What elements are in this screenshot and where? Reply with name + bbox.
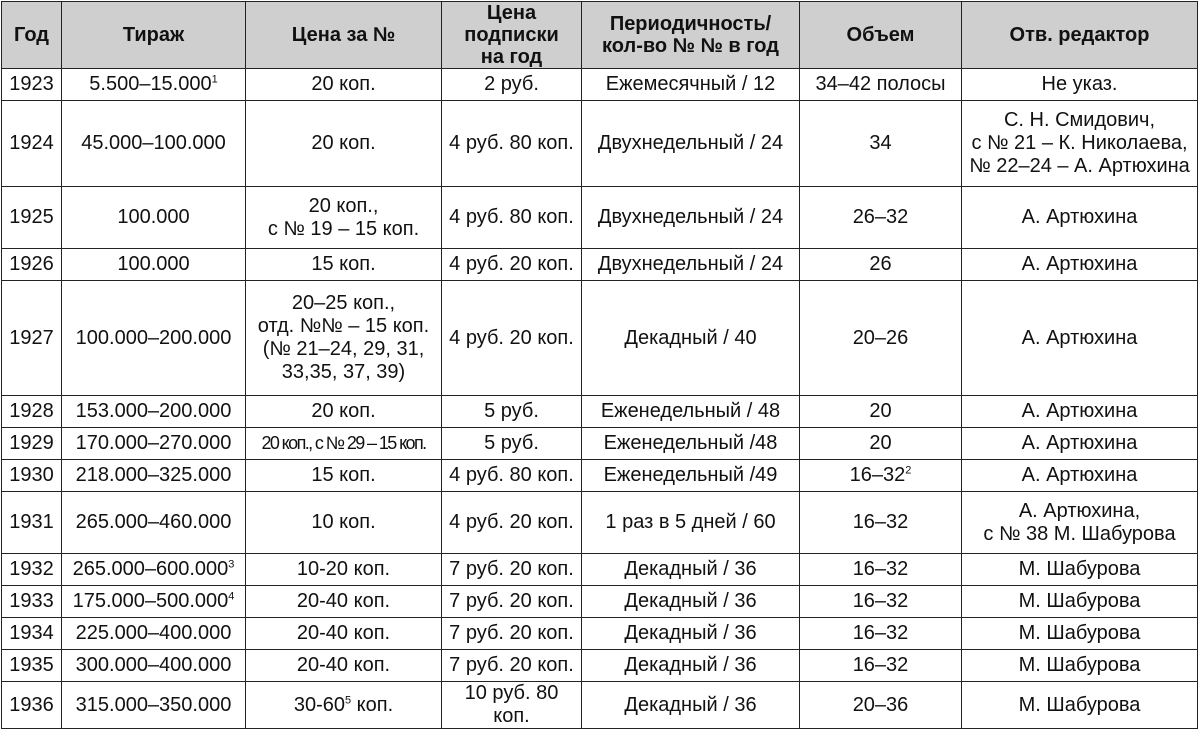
year-cell xyxy=(2,249,62,281)
year-cell xyxy=(2,492,62,554)
subscription-cell xyxy=(442,586,582,618)
subscription-cell-text: 7 руб. 20 коп. xyxy=(449,654,574,676)
periodicity-cell-text: Еженедельный /49 xyxy=(603,464,778,486)
circulation-cell-text: 315.000–350.000 xyxy=(75,693,232,716)
price-cell-text: 20 коп. xyxy=(311,400,376,422)
volume-cell xyxy=(800,682,962,729)
table-body xyxy=(2,69,1198,729)
circulation-cell-text: 170.000–270.000 xyxy=(75,432,232,454)
column-header-subscription: Цена подписки на год xyxy=(442,2,582,69)
table-row xyxy=(2,650,1198,682)
subscription-cell xyxy=(442,618,582,650)
volume-cell xyxy=(800,618,962,650)
subscription-cell xyxy=(442,492,582,554)
editor-cell-text: А. Артюхина xyxy=(1021,326,1138,349)
editor-cell xyxy=(962,249,1198,281)
volume-cell xyxy=(800,396,962,428)
editor-cell xyxy=(962,428,1198,460)
volume-cell xyxy=(800,492,962,554)
volume-cell xyxy=(800,187,962,249)
price-cell xyxy=(246,682,442,729)
footnote-marker: 1 xyxy=(211,73,218,86)
journal-stats-table xyxy=(1,1,1198,729)
editor-cell-text: М. Шабурова xyxy=(1018,654,1141,676)
circulation-cell-text: 100.000 xyxy=(117,206,190,228)
year-cell xyxy=(2,554,62,586)
editor-cell-text: М. Шабурова xyxy=(1018,590,1141,612)
column-header-editor: Отв. редактор xyxy=(962,2,1198,69)
circulation-cell-text: 265.000–460.000 xyxy=(75,511,232,533)
periodicity-cell xyxy=(582,281,800,396)
volume-cell-text: 20 xyxy=(869,400,892,422)
subscription-cell-text: 4 руб. 20 коп. xyxy=(449,326,574,349)
periodicity-cell xyxy=(582,650,800,682)
periodicity-cell-text: Ежемесячный / 12 xyxy=(605,73,776,95)
circulation-cell xyxy=(62,249,246,281)
subscription-cell-text: 2 руб. xyxy=(484,73,539,95)
editor-cell-text: А. Артюхина xyxy=(1021,253,1138,275)
circulation-cell-text: 45.000–100.000 xyxy=(81,132,226,154)
circulation-cell xyxy=(62,281,246,396)
circulation-cell xyxy=(62,554,246,586)
periodicity-cell-text: Декадный / 36 xyxy=(624,654,757,676)
periodicity-cell-text: Декадный / 36 xyxy=(624,558,757,580)
editor-cell xyxy=(962,187,1198,249)
price-cell xyxy=(246,396,442,428)
volume-cell-text: 16–32 xyxy=(852,590,909,612)
year-cell-text: 1927 xyxy=(9,326,54,349)
year-cell-text: 1932 xyxy=(9,558,54,580)
subscription-cell-text: 7 руб. 20 коп. xyxy=(449,590,574,612)
subscription-cell-text: 5 руб. xyxy=(484,400,539,422)
year-cell-text: 1931 xyxy=(9,511,54,533)
year-cell xyxy=(2,428,62,460)
volume-cell-text: 16–32 xyxy=(852,622,909,644)
periodicity-cell xyxy=(582,101,800,187)
year-cell xyxy=(2,618,62,650)
circulation-cell xyxy=(62,682,246,729)
periodicity-cell-text: Декадный / 40 xyxy=(624,326,757,349)
volume-cell xyxy=(800,281,962,396)
price-cell xyxy=(246,554,442,586)
volume-cell-text: 20–36 xyxy=(852,693,909,716)
year-cell-text: 1929 xyxy=(9,432,54,454)
periodicity-cell xyxy=(582,618,800,650)
column-header-circulation: Тираж xyxy=(62,2,246,69)
table-row xyxy=(2,460,1198,492)
circulation-cell xyxy=(62,396,246,428)
price-cell xyxy=(246,650,442,682)
column-header-year: Год xyxy=(2,2,62,69)
editor-cell xyxy=(962,101,1198,187)
table-row xyxy=(2,682,1198,729)
price-cell-text: 20 коп. xyxy=(311,73,376,95)
price-cell xyxy=(246,460,442,492)
price-cell xyxy=(246,281,442,396)
price-cell xyxy=(246,492,442,554)
price-cell xyxy=(246,586,442,618)
price-cell-suffix: коп. xyxy=(351,693,394,716)
editor-cell xyxy=(962,396,1198,428)
table-row xyxy=(2,281,1198,396)
periodicity-cell xyxy=(582,249,800,281)
volume-cell-text: 20–26 xyxy=(852,326,909,349)
periodicity-cell xyxy=(582,492,800,554)
year-cell xyxy=(2,281,62,396)
periodicity-cell-text: Декадный / 36 xyxy=(624,622,757,644)
volume-cell xyxy=(800,554,962,586)
year-cell-text: 1924 xyxy=(9,132,54,154)
footnote-marker: 2 xyxy=(905,464,912,477)
year-cell xyxy=(2,101,62,187)
volume-cell-text: 16–32 xyxy=(849,464,906,486)
table-row xyxy=(2,396,1198,428)
footnote-marker: 5 xyxy=(344,693,352,706)
year-cell-text: 1923 xyxy=(9,73,54,95)
editor-cell-text: М. Шабурова xyxy=(1018,558,1141,580)
table-row xyxy=(2,101,1198,187)
year-cell xyxy=(2,396,62,428)
volume-cell xyxy=(800,101,962,187)
editor-cell xyxy=(962,281,1198,396)
subscription-cell xyxy=(442,69,582,101)
subscription-cell xyxy=(442,428,582,460)
year-cell xyxy=(2,586,62,618)
subscription-cell xyxy=(442,101,582,187)
circulation-cell xyxy=(62,187,246,249)
volume-cell-text: 34–42 полосы xyxy=(815,73,946,95)
periodicity-cell-text: Еженедельный / 48 xyxy=(600,400,781,422)
circulation-cell-text: 225.000–400.000 xyxy=(75,622,232,644)
price-cell xyxy=(246,187,442,249)
editor-cell-text: А. Артюхина xyxy=(1021,206,1138,228)
editor-cell xyxy=(962,682,1198,729)
editor-cell-text: А. Артюхина xyxy=(1021,464,1138,486)
table-row xyxy=(2,249,1198,281)
year-cell-text: 1934 xyxy=(9,622,54,644)
year-cell-text: 1936 xyxy=(9,693,54,716)
year-cell xyxy=(2,69,62,101)
subscription-cell-text: 4 руб. 80 коп. xyxy=(449,206,574,228)
column-header-volume: Объем xyxy=(800,2,962,69)
editor-cell xyxy=(962,618,1198,650)
subscription-cell-text: 10 руб. 80 коп. xyxy=(464,682,559,727)
circulation-cell xyxy=(62,460,246,492)
periodicity-cell-text: Декадный / 36 xyxy=(624,590,757,612)
subscription-cell xyxy=(442,249,582,281)
circulation-cell-text: 265.000–600.000 xyxy=(72,558,229,580)
periodicity-cell-text: Двухнедельный / 24 xyxy=(597,206,784,228)
periodicity-cell xyxy=(582,428,800,460)
periodicity-cell-text: 1 раз в 5 дней / 60 xyxy=(605,511,776,533)
circulation-cell xyxy=(62,69,246,101)
subscription-cell xyxy=(442,682,582,729)
volume-cell xyxy=(800,249,962,281)
price-cell-text: 20–25 коп., отд. №№ – 15 коп. (№ 21–24, 29, 31, 33,35, 37, 39) xyxy=(257,292,430,383)
editor-cell-text: С. Н. Смидович, с № 21 – К. Николаева, № 22–24 – А. Артюхина xyxy=(969,109,1190,177)
table-row xyxy=(2,492,1198,554)
editor-cell-text: М. Шабурова xyxy=(1018,693,1141,716)
price-cell-text: 10-20 коп. xyxy=(296,558,391,580)
price-cell-text: 20-40 коп. xyxy=(296,622,391,644)
circulation-cell-text: 218.000–325.000 xyxy=(75,464,232,486)
price-cell xyxy=(246,428,442,460)
subscription-cell-text: 7 руб. 20 коп. xyxy=(449,622,574,644)
circulation-cell xyxy=(62,101,246,187)
year-cell xyxy=(2,460,62,492)
circulation-cell-text: 5.500–15.000 xyxy=(89,73,212,95)
volume-cell-text: 16–32 xyxy=(852,511,909,533)
column-header-periodicity: Периодичность/ кол-во № № в год xyxy=(582,2,800,69)
year-cell-text: 1935 xyxy=(9,654,54,676)
price-cell-text: 20 коп., с № 19 – 15 коп. xyxy=(267,194,420,240)
editor-cell xyxy=(962,69,1198,101)
table-row xyxy=(2,187,1198,249)
circulation-cell-text: 175.000–500.000 xyxy=(72,590,229,612)
subscription-cell xyxy=(442,554,582,586)
editor-cell xyxy=(962,492,1198,554)
table-row xyxy=(2,618,1198,650)
header-row xyxy=(2,2,1198,69)
year-cell xyxy=(2,187,62,249)
circulation-cell xyxy=(62,650,246,682)
year-cell-text: 1926 xyxy=(9,253,54,275)
volume-cell-text: 16–32 xyxy=(852,558,909,580)
year-cell-text: 1933 xyxy=(9,590,54,612)
volume-cell-text: 20 xyxy=(869,432,892,454)
periodicity-cell xyxy=(582,69,800,101)
editor-cell-text: А. Артюхина xyxy=(1021,400,1138,422)
year-cell-text: 1925 xyxy=(9,206,54,228)
volume-cell xyxy=(800,428,962,460)
volume-cell-text: 16–32 xyxy=(852,654,909,676)
circulation-cell xyxy=(62,586,246,618)
table-row xyxy=(2,586,1198,618)
year-cell-text: 1930 xyxy=(9,464,54,486)
editor-cell xyxy=(962,586,1198,618)
volume-cell-text: 34 xyxy=(869,132,892,154)
volume-cell-text: 26–32 xyxy=(852,206,909,228)
editor-cell-text: М. Шабурова xyxy=(1018,622,1141,644)
periodicity-cell-text: Двухнедельный / 24 xyxy=(597,132,784,154)
subscription-cell-text: 5 руб. xyxy=(484,432,539,454)
editor-cell xyxy=(962,460,1198,492)
volume-cell xyxy=(800,586,962,618)
price-cell-text: 20-40 коп. xyxy=(296,590,391,612)
price-cell xyxy=(246,101,442,187)
price-cell xyxy=(246,69,442,101)
volume-cell xyxy=(800,650,962,682)
price-cell-text: 15 коп. xyxy=(311,253,376,275)
year-cell xyxy=(2,650,62,682)
periodicity-cell-text: Еженедельный /48 xyxy=(603,432,778,454)
price-cell-text: 20 коп. xyxy=(311,132,376,154)
circulation-cell-text: 300.000–400.000 xyxy=(75,654,232,676)
periodicity-cell xyxy=(582,187,800,249)
editor-cell-text: А. Артюхина, с № 38 М. Шабурова xyxy=(983,499,1176,545)
periodicity-cell xyxy=(582,682,800,729)
periodicity-cell xyxy=(582,396,800,428)
price-cell-text: 20 коп., с № 29 – 15 коп. xyxy=(261,433,426,453)
price-cell xyxy=(246,618,442,650)
editor-cell xyxy=(962,554,1198,586)
price-cell-text: 20-40 коп. xyxy=(296,654,391,676)
circulation-cell-text: 100.000 xyxy=(117,253,190,275)
price-cell-text: 10 коп. xyxy=(311,511,376,533)
table-row xyxy=(2,554,1198,586)
year-cell xyxy=(2,682,62,729)
table-row xyxy=(2,69,1198,101)
footnote-marker: 3 xyxy=(228,558,235,571)
subscription-cell-text: 4 руб. 20 коп. xyxy=(449,253,574,275)
year-cell-text: 1928 xyxy=(9,400,54,422)
price-cell-text: 15 коп. xyxy=(311,464,376,486)
editor-cell-text: А. Артюхина xyxy=(1021,432,1138,454)
circulation-cell-text: 100.000–200.000 xyxy=(75,326,232,349)
subscription-cell xyxy=(442,396,582,428)
volume-cell xyxy=(800,69,962,101)
subscription-cell-text: 4 руб. 80 коп. xyxy=(449,132,574,154)
circulation-cell xyxy=(62,618,246,650)
subscription-cell xyxy=(442,460,582,492)
volume-cell-text: 26 xyxy=(869,253,892,275)
table-row xyxy=(2,428,1198,460)
price-cell xyxy=(246,249,442,281)
periodicity-cell xyxy=(582,460,800,492)
editor-cell xyxy=(962,650,1198,682)
subscription-cell-text: 7 руб. 20 коп. xyxy=(449,558,574,580)
circulation-cell-text: 153.000–200.000 xyxy=(75,400,232,422)
footnote-marker: 4 xyxy=(228,590,235,603)
periodicity-cell-text: Декадный / 36 xyxy=(624,693,757,716)
circulation-cell xyxy=(62,428,246,460)
price-cell-text: 30-60 xyxy=(293,693,345,716)
subscription-cell xyxy=(442,281,582,396)
periodicity-cell xyxy=(582,586,800,618)
volume-cell xyxy=(800,460,962,492)
circulation-cell xyxy=(62,492,246,554)
subscription-cell xyxy=(442,187,582,249)
subscription-cell xyxy=(442,650,582,682)
periodicity-cell xyxy=(582,554,800,586)
periodicity-cell-text: Двухнедельный / 24 xyxy=(597,253,784,275)
editor-cell-text: Не указ. xyxy=(1041,73,1118,95)
column-header-price: Цена за № xyxy=(246,2,442,69)
subscription-cell-text: 4 руб. 20 коп. xyxy=(449,511,574,533)
subscription-cell-text: 4 руб. 80 коп. xyxy=(449,464,574,486)
